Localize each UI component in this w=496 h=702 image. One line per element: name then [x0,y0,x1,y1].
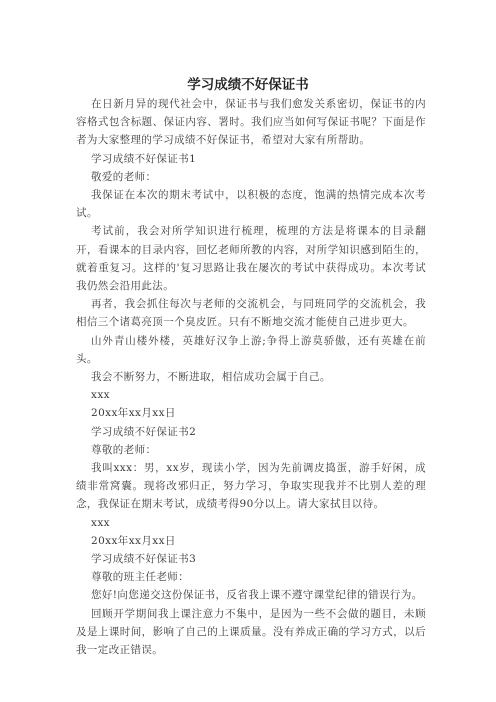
body-paragraph: 我会不断努力，不断进取，相信成功会属于自己。 [91,371,331,384]
section-heading-2: 学习成绩不好保证书2 [91,425,197,438]
body-paragraph: 您好!向您递交这份保证书，反省我上课不遵守课堂纪律的错误行为。 [91,589,423,602]
signature-date-1: 20xx年xx月xx日 [91,407,176,420]
body-paragraph: 我叫xxx：男，xx岁，现读小学，因为先前调皮捣蛋，游手好闲，成绩非常窝囊。现将改邪归正，努力学习，争取实现我并不比别人差的理念，我保证在期末考试，成绩考得90分以上。请大家拭目以待。 [76,462,426,511]
salutation-2: 尊敬的老师： [91,443,157,456]
section-heading-1: 学习成绩不好保证书1 [91,152,197,165]
document-title: 学习成绩不好保证书 [187,77,309,93]
body-paragraph: 山外青山楼外楼，英雄好汉争上游;争得上游莫骄傲，还有英雄在前头。 [76,334,426,365]
body-paragraph: 再者，我会抓住每次与老师的交流机会，与同班同学的交流机会，我相信三个诸葛亮顶一个臭皮匠。只有不断地交流才能使自己进步更大。 [76,298,426,329]
section-heading-3: 学习成绩不好保证书3 [91,553,197,566]
signature-name-2: xxx [91,516,110,529]
document-body [76,95,426,659]
body-paragraph: 回顾开学期间我上课注意力不集中，是因为一些不会做的题目，未顾及是上课时间，影响了自己的上课质量。没有养成正确的学习方式，以后我一定改正错误。 [76,607,426,657]
salutation-1: 敬爱的老师： [91,170,157,183]
body-paragraph: 我保证在本次的期末考试中，以积极的态度，饱满的热情完成本次考试。 [76,189,426,220]
body-paragraph: 考试前，我会对所学知识进行梳理，梳理的方法是将课本的目录翻开，看课本的目录内容，回忆老师所教的内容，对所学知识感到陌生的，就着重复习。这样的'复习思路让我在屡次的考试中获得成功。本次考试我仍然会沿用此法。 [76,225,426,293]
signature-name-1: xxx [91,389,110,402]
intro-paragraph: 在日新月异的现代社会中，保证书与我们愈发关系密切，保证书的内容格式包含标题、保证内容、署时。我们应当如何写保证书呢？下面是作者为大家整理的学习成绩不好保证书，希望对大家有所帮助。 [76,98,426,147]
signature-date-2: 20xx年xx月xx日 [91,534,176,547]
salutation-3: 尊敬的班主任老师： [91,571,190,584]
